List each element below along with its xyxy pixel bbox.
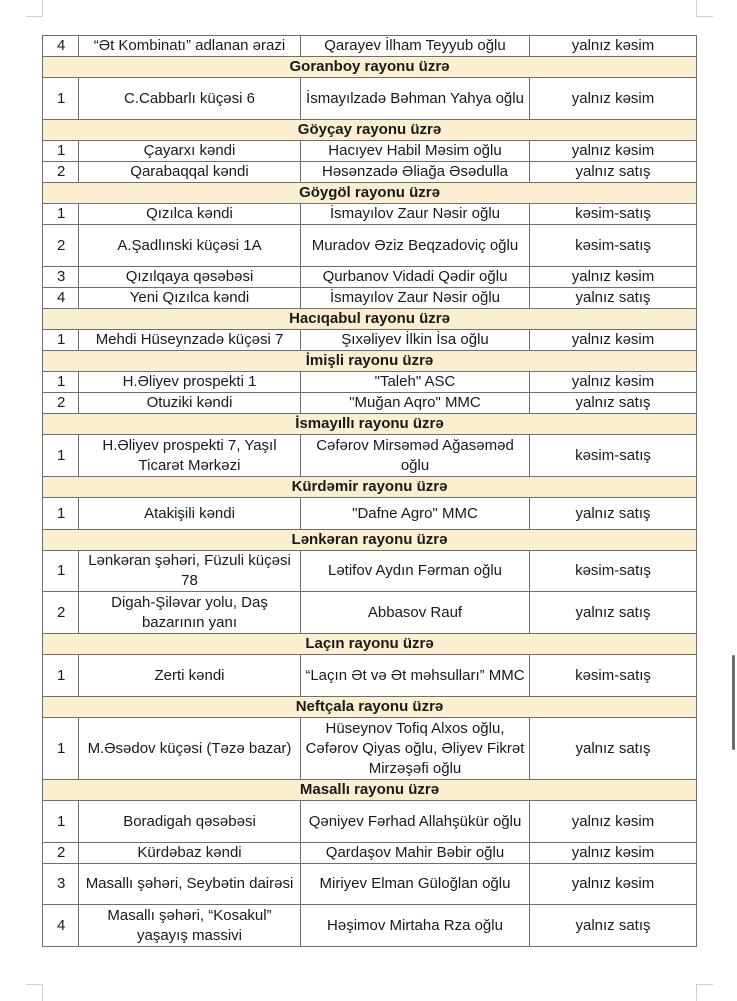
row-number-cell: 2: [43, 592, 79, 634]
region-header-row: [43, 414, 697, 435]
region-header-title: Göygöl rayonu üzrə: [43, 183, 697, 204]
activity-type-cell: yalnız kəsim: [530, 801, 697, 843]
row-number-cell: 1: [43, 498, 79, 530]
address-cell: Masallı şəhəri, Seybətin dairəsi: [79, 864, 301, 905]
activity-type-cell: yalnız satış: [530, 718, 697, 780]
address-cell: Otuziki kəndi: [79, 393, 301, 414]
page-corner-mark: [696, 984, 713, 1001]
region-header-title: Kürdəmir rayonu üzrə: [43, 477, 697, 498]
table-row: [43, 801, 697, 843]
row-number-cell: 2: [43, 393, 79, 414]
activity-type-cell: yalnız kəsim: [530, 36, 697, 57]
owner-cell: “Laçın Ət və Ət məhsulları” MMC: [301, 655, 530, 697]
region-header-title: İmişli rayonu üzrə: [43, 351, 697, 372]
page-corner-mark: [26, 984, 43, 1001]
activity-type-cell: kəsim-satış: [530, 435, 697, 477]
activity-type-cell: yalnız satış: [530, 498, 697, 530]
activity-type-cell: yalnız kəsim: [530, 843, 697, 864]
owner-cell: Abbasov Rauf: [301, 592, 530, 634]
table-row: [43, 141, 697, 162]
activity-type-cell: kəsim-satış: [530, 551, 697, 592]
table-row: [43, 288, 697, 309]
row-number-cell: 4: [43, 36, 79, 57]
row-number-cell: 3: [43, 267, 79, 288]
table-row: [43, 372, 697, 393]
table-row: [43, 330, 697, 351]
region-header-title: Lənkəran rayonu üzrə: [43, 530, 697, 551]
row-number-cell: 1: [43, 330, 79, 351]
owner-cell: Hacıyev Habil Məsim oğlu: [301, 141, 530, 162]
owner-cell: Qardaşov Mahir Bəbir oğlu: [301, 843, 530, 864]
activity-type-cell: kəsim-satış: [530, 225, 697, 267]
region-header-row: [43, 351, 697, 372]
activity-type-cell: yalnız kəsim: [530, 267, 697, 288]
table-row: [43, 267, 697, 288]
address-cell: Zerti kəndi: [79, 655, 301, 697]
row-number-cell: 1: [43, 372, 79, 393]
table-row: [43, 204, 697, 225]
owner-cell: Həsənzadə Əliağa Əsədulla: [301, 162, 530, 183]
table-body: [43, 36, 697, 947]
address-cell: C.Cabbarlı küçəsi 6: [79, 78, 301, 120]
table-row: [43, 36, 697, 57]
region-header-title: Göyçay rayonu üzrə: [43, 120, 697, 141]
row-number-cell: 1: [43, 204, 79, 225]
region-header-row: [43, 530, 697, 551]
owner-cell: Miriyev Elman Güloğlan oğlu: [301, 864, 530, 905]
activity-type-cell: yalnız kəsim: [530, 141, 697, 162]
region-header-row: [43, 634, 697, 655]
address-cell: Qızılqaya qəsəbəsi: [79, 267, 301, 288]
row-number-cell: 1: [43, 801, 79, 843]
table-row: [43, 551, 697, 592]
row-number-cell: 3: [43, 864, 79, 905]
table-row: [43, 843, 697, 864]
activity-type-cell: yalnız kəsim: [530, 864, 697, 905]
table-row: [43, 905, 697, 947]
owner-cell: Şıxəliyev İlkin İsa oğlu: [301, 330, 530, 351]
row-number-cell: 4: [43, 905, 79, 947]
address-cell: Yeni Qızılca kəndi: [79, 288, 301, 309]
page-corner-mark: [26, 0, 43, 17]
region-header-row: [43, 477, 697, 498]
owner-cell: Qəniyev Fərhad Allahşükür oğlu: [301, 801, 530, 843]
activity-type-cell: yalnız satış: [530, 288, 697, 309]
region-header-title: Masallı rayonu üzrə: [43, 780, 697, 801]
activity-type-cell: yalnız satış: [530, 592, 697, 634]
address-cell: Lənkəran şəhəri, Füzuli küçəsi 78: [79, 551, 301, 592]
slaughter-points-table: [42, 35, 697, 947]
region-header-row: [43, 697, 697, 718]
address-cell: Kürdəbaz kəndi: [79, 843, 301, 864]
row-number-cell: 1: [43, 655, 79, 697]
owner-cell: Qurbanov Vidadi Qədir oğlu: [301, 267, 530, 288]
address-cell: H.Əliyev prospekti 1: [79, 372, 301, 393]
region-header-title: Laçın rayonu üzrə: [43, 634, 697, 655]
table-row: [43, 864, 697, 905]
activity-type-cell: kəsim-satış: [530, 655, 697, 697]
owner-cell: Həşimov Mirtaha Rza oğlu: [301, 905, 530, 947]
table-row: [43, 498, 697, 530]
owner-cell: Lətifov Aydın Fərman oğlu: [301, 551, 530, 592]
row-number-cell: 1: [43, 551, 79, 592]
row-number-cell: 4: [43, 288, 79, 309]
activity-type-cell: yalnız kəsim: [530, 372, 697, 393]
owner-cell: Qarayev İlham Teyyub oğlu: [301, 36, 530, 57]
region-header-title: İsmayıllı rayonu üzrə: [43, 414, 697, 435]
owner-cell: İsmayılov Zaur Nəsir oğlu: [301, 204, 530, 225]
region-header-row: [43, 183, 697, 204]
scrollbar-thumb[interactable]: [732, 655, 735, 750]
table-row: [43, 718, 697, 780]
region-header-row: [43, 57, 697, 78]
activity-type-cell: yalnız satış: [530, 393, 697, 414]
address-cell: “Ət Kombinatı” adlanan ərazi: [79, 36, 301, 57]
owner-cell: "Muğan Aqro" MMC: [301, 393, 530, 414]
owner-cell: "Dafne Agro" MMC: [301, 498, 530, 530]
owner-cell: Hüseynov Tofiq Alxos oğlu, Cəfərov Qiyas oğlu, Əliyev Fikrət Mirzəşəfi oğlu: [301, 718, 530, 780]
table-row: [43, 592, 697, 634]
owner-cell: Cəfərov Mirsəməd Ağasəməd oğlu: [301, 435, 530, 477]
table-row: [43, 162, 697, 183]
table-row: [43, 655, 697, 697]
row-number-cell: 1: [43, 435, 79, 477]
table-row: [43, 393, 697, 414]
table-row: [43, 435, 697, 477]
row-number-cell: 2: [43, 225, 79, 267]
address-cell: H.Əliyev prospekti 7, Yaşıl Ticarət Mərkəzi: [79, 435, 301, 477]
address-cell: Boradigah qəsəbəsi: [79, 801, 301, 843]
region-header-row: [43, 309, 697, 330]
region-header-title: Hacıqabul rayonu üzrə: [43, 309, 697, 330]
activity-type-cell: yalnız satış: [530, 905, 697, 947]
owner-cell: Muradov Əziz Beqzadoviç oğlu: [301, 225, 530, 267]
owner-cell: "Taleh" ASC: [301, 372, 530, 393]
address-cell: M.Əsədov küçəsi (Təzə bazar): [79, 718, 301, 780]
address-cell: Qarabaqqal kəndi: [79, 162, 301, 183]
row-number-cell: 1: [43, 78, 79, 120]
region-header-title: Neftçala rayonu üzrə: [43, 697, 697, 718]
address-cell: Qızılca kəndi: [79, 204, 301, 225]
row-number-cell: 1: [43, 141, 79, 162]
table-row: [43, 78, 697, 120]
address-cell: Mehdi Hüseynzadə küçəsi 7: [79, 330, 301, 351]
address-cell: A.Şadlınski küçəsi 1A: [79, 225, 301, 267]
region-header-row: [43, 780, 697, 801]
owner-cell: İsmayılov Zaur Nəsir oğlu: [301, 288, 530, 309]
row-number-cell: 2: [43, 843, 79, 864]
table-row: [43, 225, 697, 267]
activity-type-cell: kəsim-satış: [530, 204, 697, 225]
owner-cell: İsmayılzadə Bəhman Yahya oğlu: [301, 78, 530, 120]
region-header-title: Goranboy rayonu üzrə: [43, 57, 697, 78]
address-cell: Masallı şəhəri, “Kosakul” yaşayış massivi: [79, 905, 301, 947]
address-cell: Çayarxı kəndi: [79, 141, 301, 162]
region-header-row: [43, 120, 697, 141]
row-number-cell: 1: [43, 718, 79, 780]
row-number-cell: 2: [43, 162, 79, 183]
activity-type-cell: yalnız satış: [530, 162, 697, 183]
address-cell: Atakişili kəndi: [79, 498, 301, 530]
page-corner-mark: [696, 0, 713, 17]
activity-type-cell: yalnız kəsim: [530, 330, 697, 351]
address-cell: Digah-Şiləvar yolu, Daş bazarının yanı: [79, 592, 301, 634]
activity-type-cell: yalnız kəsim: [530, 78, 697, 120]
